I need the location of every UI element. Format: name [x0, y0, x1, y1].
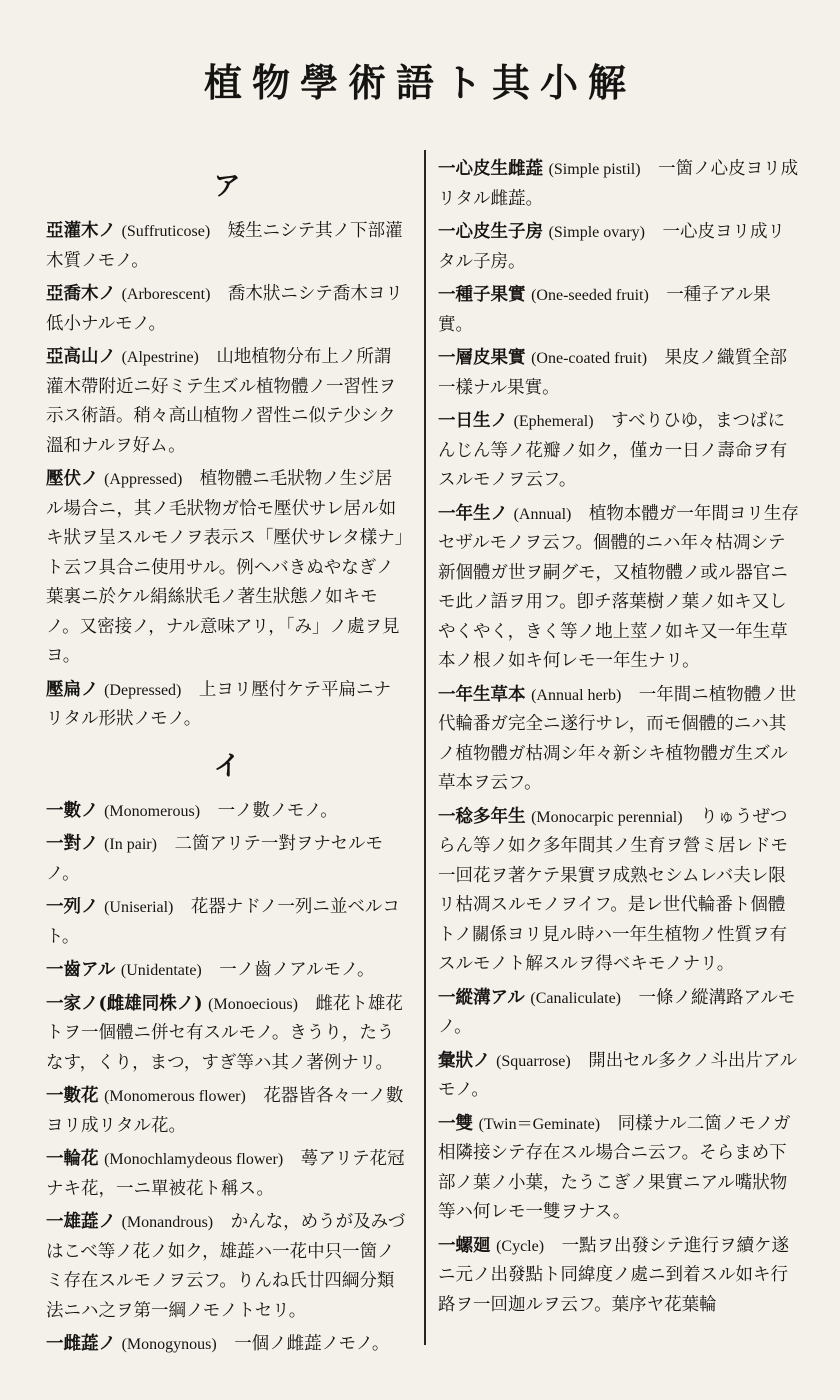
- column-divider: [424, 150, 426, 1345]
- glossary-entry: [438, 1110, 800, 1228]
- entry-english: (Monocarpic perennial): [531, 808, 683, 826]
- entry-english: (Monochlamydeous flower): [104, 1151, 284, 1168]
- entry-english: (Arborescent): [121, 286, 211, 303]
- entry-term: 一數ノ: [46, 800, 99, 821]
- entry-definition: 一心皮ヨリ成リタル子房。: [438, 222, 785, 272]
- glossary-entry: [46, 797, 408, 827]
- entry-term: 一稔多年生: [438, 806, 526, 827]
- entry-english: (Monogynous): [121, 1336, 217, 1353]
- entry-term: 一縱溝アル: [438, 987, 525, 1008]
- entry-english: (Canaliculate): [530, 989, 622, 1007]
- entry-english: (Twin＝Geminate): [478, 1115, 601, 1133]
- entry-term: 一心皮生雌蕋: [438, 159, 543, 179]
- entry-term: 一雌蕋ノ: [46, 1334, 116, 1354]
- entry-term: 一雄蕋ノ: [46, 1212, 116, 1232]
- entry-definition: 喬木狀ニシテ喬木ヨリ低小ナルモノ。: [46, 284, 403, 334]
- glossary-entry: [46, 990, 408, 1079]
- entry-definition: 山地植物分布上ノ所謂灌木帶附近ニ好ミテ生ズル植物體ノ一習性ヲ示ス術語。稍々高山植物ノ習性ニ似テ少シク溫和ナルヲ好ム。: [46, 347, 396, 456]
- entry-term: 一心皮生子房: [438, 222, 543, 242]
- entry-english: (Squarrose): [496, 1052, 571, 1070]
- entry-definition: 蕚アリテ花冠ナキ花，一ニ單被花ト稱ス。: [46, 1149, 405, 1199]
- entry-english: (Annual herb): [531, 686, 622, 704]
- entry-definition: 一箇ノ心皮ヨリ成リタル雌蕋。: [438, 159, 799, 209]
- entry-term: 亞高山ノ: [46, 347, 116, 367]
- entry-definition: かんな，めうが及みづはこべ等ノ花ノ如ク，雄蕋ハ一花中只一箇ノミ存在スルモノヲ云フ。りんね氏廿四綱分類法ニハ之ヲ第一綱ノモノトセリ。: [46, 1212, 406, 1321]
- glossary-entry: [438, 281, 800, 340]
- entry-term: 亞喬木ノ: [46, 284, 116, 304]
- glossary-entry: [46, 1330, 408, 1360]
- glossary-entry: [438, 500, 800, 677]
- entry-english: (Monomerous flower): [104, 1088, 246, 1105]
- page-title: 植物學術語ト其小解: [203, 60, 636, 105]
- glossary-entry: [46, 830, 408, 889]
- entry-term: 一數花: [46, 1086, 99, 1106]
- entry-english: (Uniserial): [104, 899, 174, 916]
- entry-definition: 開出セル多クノ斗出片アルモノ。: [438, 1050, 798, 1100]
- left-column: [46, 155, 408, 1364]
- entry-definition: 雌花ト雄花トヲ一個體ニ併セ有スルモノ。きうり，たうなす，くり，まつ，すぎ等ハ其ノ著例ナリ。: [46, 993, 403, 1073]
- entry-term: 一家ノ(雌雄同株ノ): [46, 993, 203, 1014]
- entry-english: (One-seeded fruit): [531, 287, 649, 304]
- entry-definition: 植物體ニ毛狀物ノ生ジ居ル場合ニ，其ノ毛狀物ガ恰モ壓伏サレ居ル如キ狀ヲ呈スルモノヲ表示ス「壓伏サレタ樣ナ」ト云フ具合ニ使用サル。例ヘバきぬやなぎノ葉裏ニ於ケル絹絲狀毛ノ著生狀態ノ如キモノ。又密接ノ，ナル意味アリ，「み」ノ處ヲ見ヨ。: [46, 469, 404, 666]
- entry-definition: 花器ナドノ一列ニ並ベルコト。: [46, 897, 400, 947]
- entry-definition: 一個ノ雌蕋ノモノ。: [234, 1334, 390, 1354]
- entry-english: (Suffruticose): [121, 223, 211, 240]
- entry-term: 一對ノ: [46, 834, 99, 854]
- glossary-entry: [46, 217, 408, 276]
- glossary-entry: [438, 1047, 800, 1106]
- glossary-entry: [46, 465, 408, 672]
- entry-term: 一螺廻: [438, 1235, 491, 1256]
- entry-definition: 一種子アル果實。: [438, 285, 771, 335]
- entry-definition: 一條ノ縱溝路アルモノ。: [438, 987, 796, 1037]
- entry-english: (One-coated fruit): [531, 350, 648, 367]
- entry-definition: りゅうぜつらん等ノ如ク多年間其ノ生育ヲ營ミ居レドモ一回花ヲ著ケテ果實ヲ成熟セシムレバ夫レ限リ枯凋スルモノヲイフ。是レ世代輪番ト個體トノ關係ヨリ見ル時ハ一年生植物ノ性質ヲ有スルモノト解スルヲ得ベキモノナリ。: [438, 806, 788, 974]
- glossary-entry: [46, 1082, 408, 1141]
- glossary-entry: [46, 676, 408, 735]
- glossary-entry: [46, 1208, 408, 1326]
- entry-term: 一齒アル: [46, 960, 116, 980]
- entry-definition: 植物本體ガ一年間ヨリ生存セザルモノヲ云フ。個體的ニハ年々枯凋シテ新個體ガ世ヲ嗣グモ，又植物體ノ或ル器官ニモ此ノ語ヲ用フ。卽チ落葉樹ノ葉ノ如キ又しやくやく，きく等ノ地上莖ノ如キ又一年生草本ノ根ノ如キ何レモ一年生ナリ。: [438, 503, 799, 671]
- entry-term: 一輪花: [46, 1149, 99, 1169]
- entry-english: (Simple ovary): [548, 224, 645, 241]
- entry-definition: 果皮ノ織質全部一樣ナル果實。: [438, 348, 788, 398]
- entry-english: (Monoecious): [208, 995, 298, 1013]
- entry-term: 一列ノ: [46, 897, 99, 917]
- entry-term: 壓伏ノ: [46, 469, 99, 489]
- entry-definition: 一ノ齒ノアルモノ。: [219, 960, 375, 980]
- entry-english: (Unidentate): [120, 962, 202, 979]
- section-heading: イ: [213, 750, 241, 782]
- entry-english: (Simple pistil): [548, 161, 641, 178]
- glossary-entry: [438, 1232, 800, 1321]
- entry-term: 一年生草本: [438, 684, 526, 705]
- glossary-entry: [438, 681, 800, 799]
- entry-english: (In pair): [104, 836, 157, 853]
- glossary-entry: [438, 218, 800, 277]
- entry-english: (Monandrous): [121, 1214, 214, 1231]
- entry-definition: 矮生ニシテ其ノ下部灌木質ノモノ。: [46, 221, 403, 271]
- section-heading: ア: [213, 171, 241, 202]
- glossary-entry: [438, 803, 800, 980]
- right-column: [438, 155, 800, 1324]
- glossary-entry: [438, 407, 800, 496]
- entry-definition: 上ヨリ壓付ケテ平扁ニナリタル形狀ノモノ。: [46, 679, 392, 729]
- entry-term: 一年生ノ: [438, 503, 508, 524]
- entry-english: (Annual): [513, 505, 572, 523]
- glossary-entry: [46, 893, 408, 952]
- entry-definition: 一年間ニ植物體ノ世代輪番ガ完全ニ遂行サレ，而モ個體的ニハ其ノ植物體ガ枯凋シ年々新シキ植物體ガ生ズル草本ヲ云フ。: [438, 684, 797, 793]
- entry-definition: 同樣ナル二箇ノモノガ相隣接シテ存在スル場合ニ云フ。そらまめ下部ノ葉ノ小葉，たうこぎノ果實ニアル嘴狀物等ハ何レモ一雙ヲナス。: [438, 1113, 791, 1222]
- glossary-entry: [46, 1145, 408, 1204]
- glossary-entry: [46, 343, 408, 461]
- entry-english: (Depressed): [104, 681, 182, 699]
- glossary-entry: [46, 280, 408, 339]
- entry-term: 一日生ノ: [438, 411, 508, 431]
- entry-term: 一雙: [438, 1113, 473, 1134]
- entry-definition: 一點ヲ出發シテ進行ヲ續ケ遂ニ元ノ出發點ト同緯度ノ處ニ到着スル如キ行路ヲ一回迦ルヲ云フ。葉序ヤ花葉輪: [438, 1235, 790, 1315]
- entry-definition: すべりひゆ，まつばにんじん等ノ花瓣ノ如ク，僅カ一日ノ壽命ヲ有スルモノヲ云フ。: [438, 411, 788, 490]
- entry-english: (Cycle): [496, 1237, 545, 1255]
- entry-definition: 二箇アリテ一對ヲナセルモノ。: [46, 834, 384, 884]
- entry-term: 彙狀ノ: [438, 1050, 491, 1071]
- entry-english: (Monomerous): [104, 802, 201, 820]
- entry-english: (Ephemeral): [513, 413, 594, 430]
- glossary-entry: [438, 984, 800, 1043]
- glossary-entry: [46, 956, 408, 986]
- entry-definition: 花器皆各々一ノ數ヨリ成リタル花。: [46, 1086, 404, 1136]
- entry-term: 壓扁ノ: [46, 679, 99, 700]
- glossary-entry: [438, 155, 800, 214]
- entry-term: 一種子果實: [438, 285, 526, 305]
- entry-term: 一層皮果實: [438, 348, 526, 368]
- entry-english: (Alpestrine): [121, 349, 199, 366]
- entry-definition: 一ノ數ノモノ。: [217, 800, 338, 821]
- glossary-entry: [438, 344, 800, 403]
- entry-term: 亞灌木ノ: [46, 221, 116, 241]
- entry-english: (Appressed): [104, 471, 183, 488]
